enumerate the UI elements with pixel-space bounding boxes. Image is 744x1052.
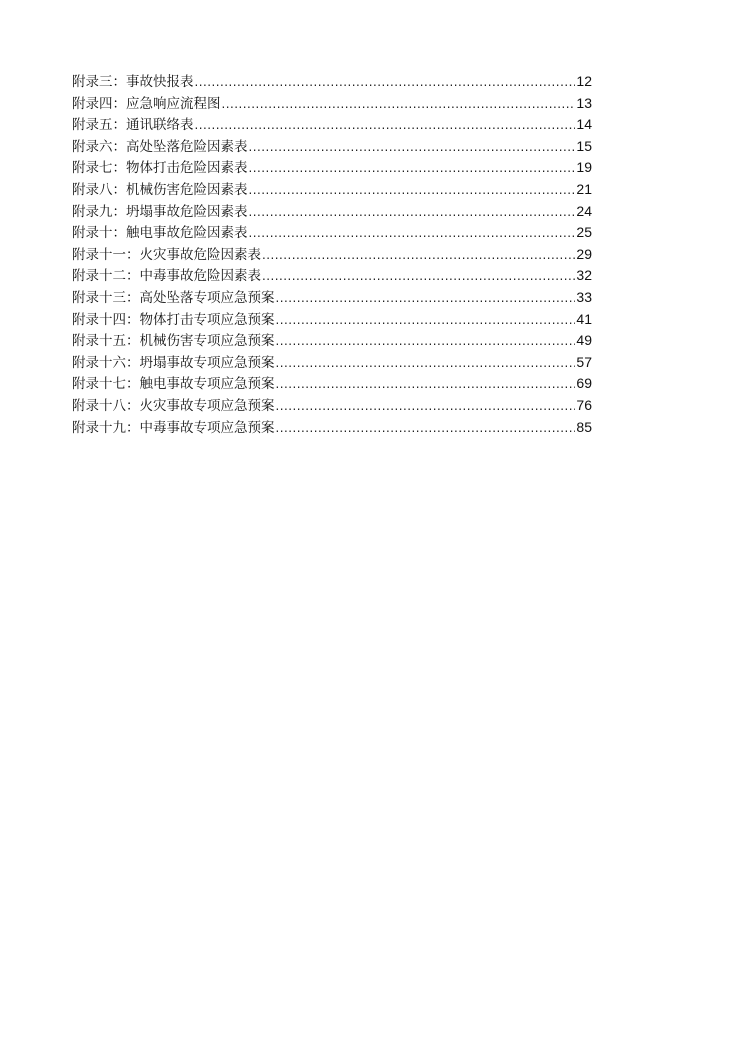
- toc-dot-leader: [249, 201, 576, 223]
- toc-page-number: 24: [576, 202, 592, 219]
- toc-entry-title: 附录十一：火灾事故危险因素表: [72, 246, 261, 263]
- toc-entry-title: 附录十八：火灾事故专项应急预案: [72, 397, 275, 414]
- toc-page-number: 41: [576, 310, 592, 327]
- toc-page-number: 49: [576, 332, 592, 349]
- toc-entry[interactable]: [72, 352, 592, 374]
- toc-entry[interactable]: [72, 71, 592, 93]
- toc-entry-title: 附录七：物体打击危险因素表: [72, 160, 248, 177]
- toc-dot-leader: [249, 136, 576, 158]
- toc-entry[interactable]: [72, 244, 592, 266]
- toc-entry-title: 附录五：通讯联络表: [72, 117, 194, 134]
- toc-dot-leader: [262, 244, 575, 266]
- table-of-contents: [72, 71, 592, 438]
- toc-entry[interactable]: [72, 330, 592, 352]
- toc-entry-title: 附录十：触电事故危险因素表: [72, 225, 248, 242]
- toc-page-number: 21: [576, 180, 592, 197]
- toc-entry-title: 附录九：坍塌事故危险因素表: [72, 203, 248, 220]
- toc-dot-leader: [249, 157, 576, 179]
- toc-entry-title: 附录六：高处坠落危险因素表: [72, 138, 248, 155]
- toc-dot-leader: [276, 417, 576, 439]
- toc-dot-leader: [222, 93, 576, 115]
- toc-dot-leader: [249, 179, 576, 201]
- toc-page-number: 15: [576, 137, 592, 154]
- toc-entry[interactable]: [72, 179, 592, 201]
- toc-page-number: 29: [576, 245, 592, 262]
- toc-dot-leader: [276, 395, 576, 417]
- toc-entry-title: 附录八：机械伤害危险因素表: [72, 181, 248, 198]
- toc-page-number: 76: [576, 396, 592, 413]
- toc-page-number: 19: [576, 159, 592, 176]
- toc-entry-title: 附录十五：机械伤害专项应急预案: [72, 333, 275, 350]
- toc-dot-leader: [276, 287, 576, 309]
- toc-entry[interactable]: [72, 309, 592, 331]
- toc-entry-title: 附录四：应急响应流程图: [72, 95, 221, 112]
- toc-dot-leader: [262, 265, 575, 287]
- toc-entry[interactable]: [72, 201, 592, 223]
- toc-dot-leader: [276, 373, 576, 395]
- toc-entry[interactable]: [72, 93, 592, 115]
- toc-dot-leader: [276, 309, 576, 331]
- toc-entry-title: 附录三：事故快报表: [72, 74, 194, 90]
- toc-page-number: 14: [576, 116, 592, 133]
- toc-dot-leader: [276, 352, 576, 374]
- toc-entry[interactable]: [72, 136, 592, 158]
- toc-page-number: 33: [576, 288, 592, 305]
- toc-page-number: 12: [576, 73, 592, 89]
- toc-dot-leader: [195, 71, 576, 93]
- toc-entry-title: 附录十六：坍塌事故专项应急预案: [72, 354, 275, 371]
- toc-page-number: 32: [576, 267, 592, 284]
- toc-page-number: 69: [576, 375, 592, 392]
- toc-dot-leader: [276, 330, 576, 352]
- toc-entry-title: 附录十七：触电事故专项应急预案: [72, 376, 275, 393]
- toc-page-number: 57: [576, 353, 592, 370]
- toc-dot-leader: [195, 114, 576, 136]
- toc-dot-leader: [249, 222, 576, 244]
- toc-entry[interactable]: [72, 395, 592, 417]
- toc-entry[interactable]: [72, 222, 592, 244]
- toc-entry-title: 附录十三：高处坠落专项应急预案: [72, 289, 275, 306]
- toc-page-number: 13: [576, 94, 592, 111]
- toc-entry-title: 附录十九：中毒事故专项应急预案: [72, 419, 275, 436]
- toc-page-number: 85: [576, 418, 592, 435]
- toc-entry[interactable]: [72, 157, 592, 179]
- toc-entry[interactable]: [72, 417, 592, 439]
- toc-entry[interactable]: [72, 265, 592, 287]
- toc-page-number: 25: [576, 224, 592, 241]
- toc-entry[interactable]: [72, 287, 592, 309]
- toc-entry-title: 附录十二：中毒事故危险因素表: [72, 268, 261, 285]
- toc-entry[interactable]: [72, 114, 592, 136]
- toc-entry-title: 附录十四：物体打击专项应急预案: [72, 311, 275, 328]
- toc-entry[interactable]: [72, 373, 592, 395]
